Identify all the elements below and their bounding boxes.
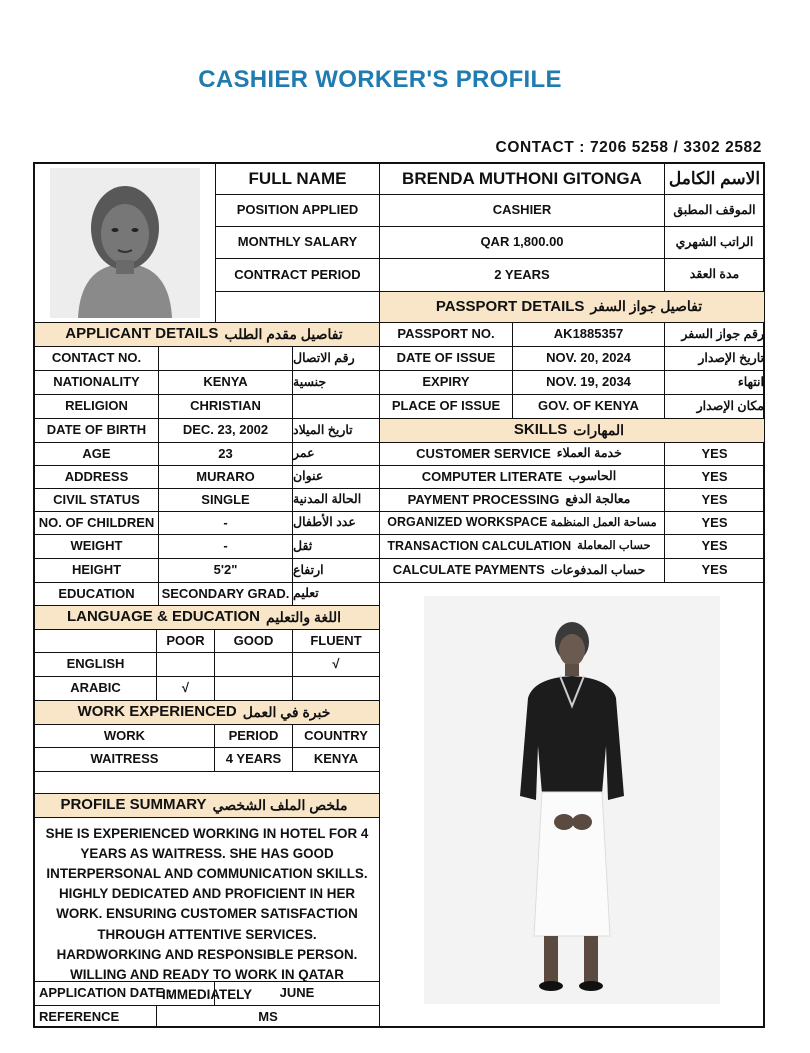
application-date-value: JUNE <box>215 982 380 1006</box>
lang-arabic: ARABIC <box>35 677 157 701</box>
education-ar: تعليم <box>293 583 380 606</box>
position-value: CASHIER <box>380 195 665 227</box>
religion-ar <box>293 395 380 419</box>
skill-payment-processing-value: YES <box>665 489 765 512</box>
expiry-label: EXPIRY <box>380 371 513 395</box>
full-name-ar: الاسم الكامل <box>665 164 765 195</box>
language-header: LANGUAGE & EDUCATION اللغة والتعليم <box>35 606 380 630</box>
height-label: HEIGHT <box>35 559 159 583</box>
education-value: SECONDARY GRAD. <box>159 583 293 606</box>
profile-summary-text: SHE IS EXPERIENCED WORKING IN HOTEL FOR 4 YEARS AS WAITRESS. SHE HAS GOOD INTERPERSONAL AND COMMUNICATION SKILLS. HIGHLY DEDICATED AND PROFICIENT IN HER WORK. ENSURING CUSTOMER SATISFACTION THROUGH ATTENTIVE SERVICES. HARDWORKING AND RESPONSIBLE PERSON. WILLING AND READY TO WORK IN QATAR IMMEDIATELY <box>35 818 380 982</box>
page-title: CASHIER WORKER'S PROFILE <box>198 66 562 93</box>
work-header: WORK EXPERIENCED خبرة في العمل <box>35 701 380 725</box>
skill-transaction-calculation: TRANSACTION CALCULATION حساب المعاملة <box>380 535 665 559</box>
skill-organized-workspace-value: YES <box>665 512 765 535</box>
nationality-ar: جنسية <box>293 371 380 395</box>
weight-label: WEIGHT <box>35 535 159 559</box>
reference-label: REFERENCE <box>35 1006 157 1028</box>
children-ar: عدد الأطفال <box>293 512 380 535</box>
col-fluent: FLUENT <box>293 630 380 653</box>
passport-no-value: AK1885357 <box>513 323 665 347</box>
salary-label: MONTHLY SALARY <box>216 227 380 259</box>
nationality-value: KENYA <box>159 371 293 395</box>
work-country: KENYA <box>293 748 380 772</box>
skill-computer-literate: COMPUTER LITERATE الحاسوب <box>380 466 665 489</box>
place-of-issue-label: PLACE OF ISSUE <box>380 395 513 419</box>
age-value: 23 <box>159 443 293 466</box>
skill-calculate-payments: CALCULATE PAYMENTS حساب المدفوعات <box>380 559 665 583</box>
children-label: NO. OF CHILDREN <box>35 512 159 535</box>
english-fluent: √ <box>293 653 380 677</box>
col-good: GOOD <box>215 630 293 653</box>
col-work: WORK <box>35 725 215 748</box>
place-of-issue-ar: مكان الإصدار <box>665 395 765 419</box>
age-ar: عمر <box>293 443 380 466</box>
skills-header: SKILLS المهارات <box>380 419 765 443</box>
address-value: MURARO <box>159 466 293 489</box>
education-label: EDUCATION <box>35 583 159 606</box>
weight-value: - <box>159 535 293 559</box>
height-ar: ارتفاع <box>293 559 380 583</box>
contact-no-value <box>159 347 293 371</box>
contact-no-ar: رقم الاتصال <box>293 347 380 371</box>
issue-date-ar: تاريخ الإصدار <box>665 347 765 371</box>
col-country: COUNTRY <box>293 725 380 748</box>
religion-value: CHRISTIAN <box>159 395 293 419</box>
issue-date-label: DATE OF ISSUE <box>380 347 513 371</box>
issue-date-value: NOV. 20, 2024 <box>513 347 665 371</box>
age-label: AGE <box>35 443 159 466</box>
full-name-label: FULL NAME <box>216 164 380 195</box>
place-of-issue-value: GOV. OF KENYA <box>513 395 665 419</box>
address-ar: عنوان <box>293 466 380 489</box>
passport-no-label: PASSPORT NO. <box>380 323 513 347</box>
civil-status-label: CIVIL STATUS <box>35 489 159 512</box>
lang-english: ENGLISH <box>35 653 157 677</box>
arabic-fluent <box>293 677 380 701</box>
work-empty-row <box>35 772 380 794</box>
skill-computer-literate-value: YES <box>665 466 765 489</box>
work-title: WAITRESS <box>35 748 215 772</box>
civil-status-ar: الحالة المدنية <box>293 489 380 512</box>
skill-payment-processing: PAYMENT PROCESSING معالجة الدفع <box>380 489 665 512</box>
children-value: - <box>159 512 293 535</box>
address-label: ADDRESS <box>35 466 159 489</box>
skill-calculate-payments-value: YES <box>665 559 765 583</box>
english-good <box>215 653 293 677</box>
profile-header: PROFILE SUMMARY ملخص الملف الشخصي <box>35 794 380 818</box>
position-ar: الموقف المطبق <box>665 195 765 227</box>
expiry-value: NOV. 19, 2034 <box>513 371 665 395</box>
full-body-photo <box>424 596 720 1004</box>
contact-line: CONTACT : 7206 5258 / 3302 2582 <box>495 139 762 156</box>
full-name-value: BRENDA MUTHONI GITONGA <box>380 164 665 195</box>
expiry-ar: انتهاء <box>665 371 765 395</box>
arabic-poor: √ <box>157 677 215 701</box>
civil-status-value: SINGLE <box>159 489 293 512</box>
height-value: 5'2" <box>159 559 293 583</box>
col-poor: POOR <box>157 630 215 653</box>
col-period: PERIOD <box>215 725 293 748</box>
contract-label: CONTRACT PERIOD <box>216 259 380 292</box>
skill-customer-service: CUSTOMER SERVICE خدمة العملاء <box>380 443 665 466</box>
skill-transaction-calculation-value: YES <box>665 535 765 559</box>
passport-header: PASSPORT DETAILS تفاصيل جواز السفر <box>380 292 765 323</box>
applicant-header: APPLICANT DETAILS تفاصيل مقدم الطلب <box>35 323 380 347</box>
salary-ar: الراتب الشهري <box>665 227 765 259</box>
contract-ar: مدة العقد <box>665 259 765 292</box>
skill-customer-service-value: YES <box>665 443 765 466</box>
language-corner <box>35 630 157 653</box>
passport-no-ar: رقم جواز السفر <box>665 323 765 347</box>
dob-value: DEC. 23, 2002 <box>159 419 293 443</box>
contract-value: 2 YEARS <box>380 259 665 292</box>
arabic-good <box>215 677 293 701</box>
contact-no-label: CONTACT NO. <box>35 347 159 371</box>
reference-value: MS <box>157 1006 380 1028</box>
work-period: 4 YEARS <box>215 748 293 772</box>
dob-label: DATE OF BIRTH <box>35 419 159 443</box>
english-poor <box>157 653 215 677</box>
skill-organized-workspace: ORGANIZED WORKSPACE مساحة العمل المنظمة <box>380 512 665 535</box>
empty-cell <box>216 292 380 323</box>
portrait-photo <box>35 164 216 323</box>
nationality-label: NATIONALITY <box>35 371 159 395</box>
salary-value: QAR 1,800.00 <box>380 227 665 259</box>
weight-ar: ثقل <box>293 535 380 559</box>
religion-label: RELIGION <box>35 395 159 419</box>
position-label: POSITION APPLIED <box>216 195 380 227</box>
application-date-label: APPLICATION DATE : <box>35 982 215 1006</box>
dob-ar: تاريخ الميلاد <box>293 419 380 443</box>
